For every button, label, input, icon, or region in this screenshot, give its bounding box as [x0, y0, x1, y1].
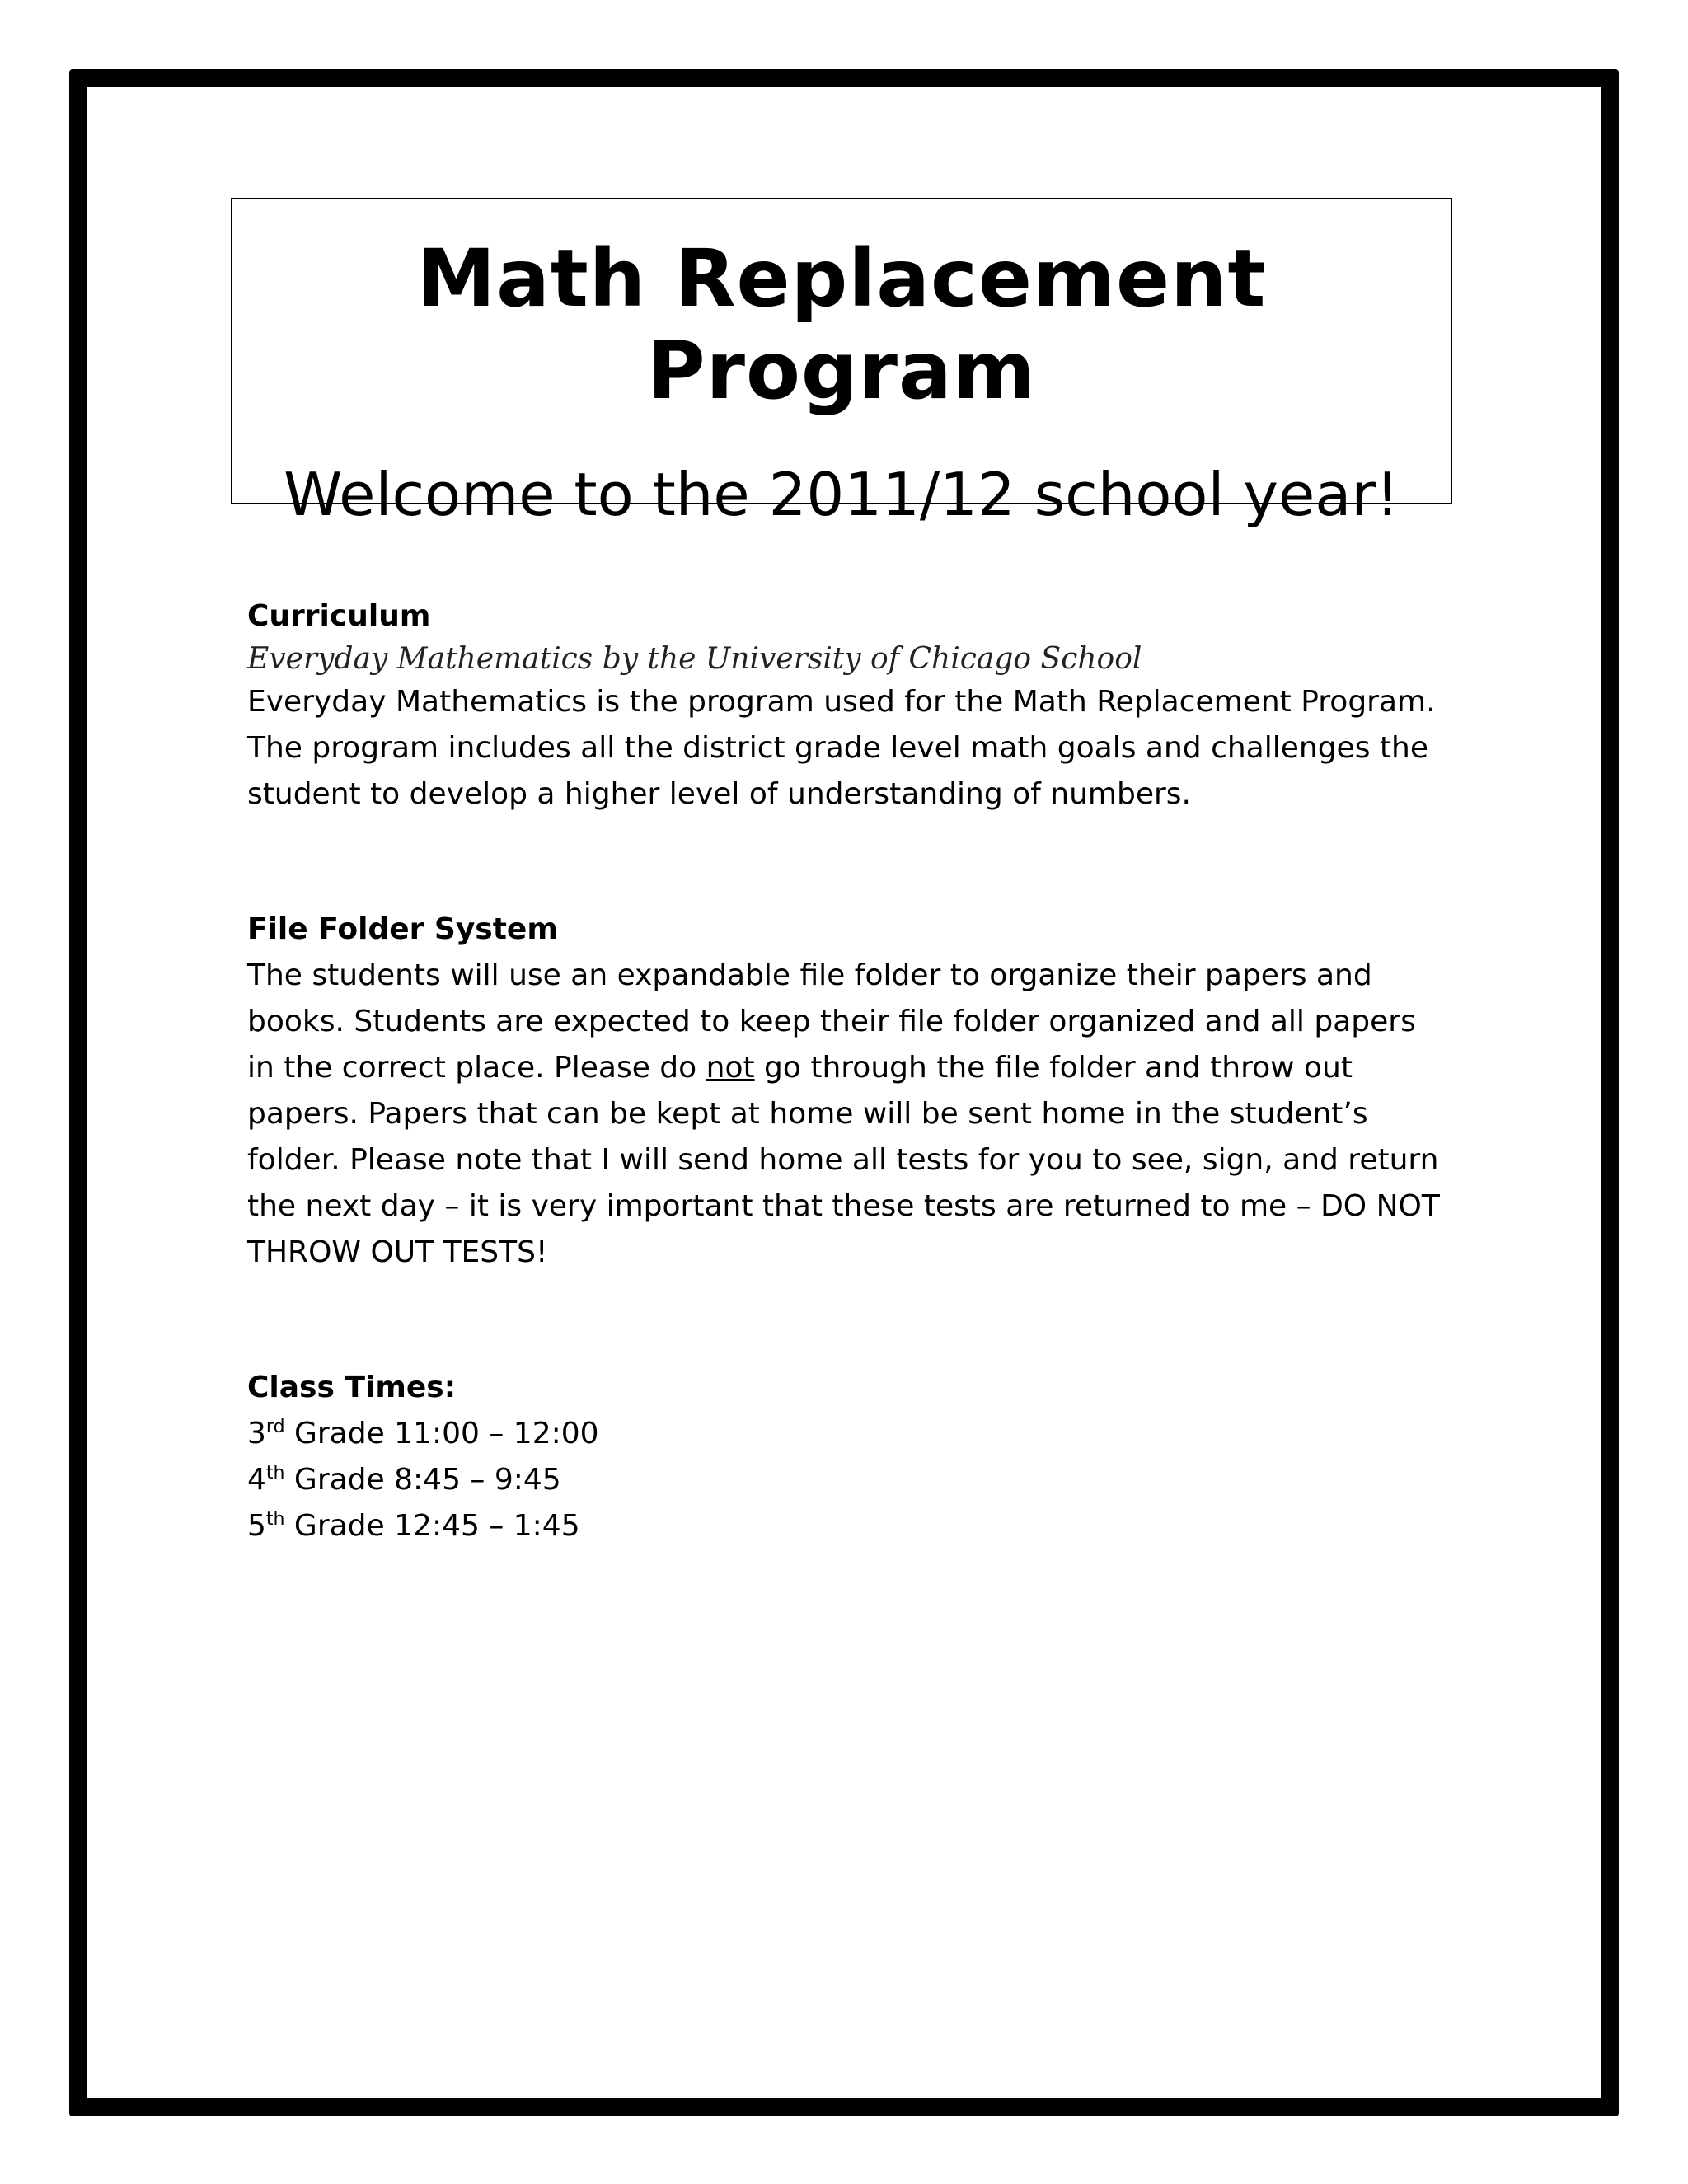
curriculum-subtitle: Everyday Mathematics by the University of Chicago School [247, 642, 1142, 676]
curriculum-heading: Curriculum [247, 599, 431, 633]
class-time-item: 4th Grade 8:45 – 9:45 [247, 1463, 561, 1497]
document-body [247, 593, 1451, 1638]
class-times-heading: Class Times: [247, 1371, 457, 1404]
class-times-list [247, 1411, 1451, 1549]
class-time-item: 5th Grade 12:45 – 1:45 [247, 1509, 580, 1543]
title-box [231, 198, 1452, 529]
file-folder-text [247, 953, 1451, 1276]
page-title: Math Replacement Program [416, 232, 1267, 417]
curriculum-section [247, 593, 1451, 818]
class-times-section [247, 1365, 1451, 1549]
file-folder-section [247, 907, 1451, 1276]
class-time-item: 3rd Grade 11:00 – 12:00 [247, 1417, 599, 1451]
file-folder-text-part1: The students will use an expandable file folder to organize their papers and books. Students are expected to keep their file folder organized and all papers in the correct place. Please do [247, 958, 1416, 1085]
file-folder-emphasis: not [706, 1051, 755, 1085]
file-folder-text-part2: go through the file folder and throw out papers. Papers that can be kept at home will be sent home in the student’s folder. Please note that I will send home all tests for you to see, sign, and return the next day – it is very important that these tests are returned to me – DO NOT THROW OUT TESTS! [247, 1051, 1440, 1269]
curriculum-text: Everyday Mathematics is the program used for the Math Replacement Program. The program includes all the district grade level math goals and challenges the student to develop a higher level of understanding of numbers. [247, 685, 1436, 811]
page-subtitle: Welcome to the 2011/12 school year! [284, 460, 1400, 529]
file-folder-heading: File Folder System [247, 912, 558, 946]
